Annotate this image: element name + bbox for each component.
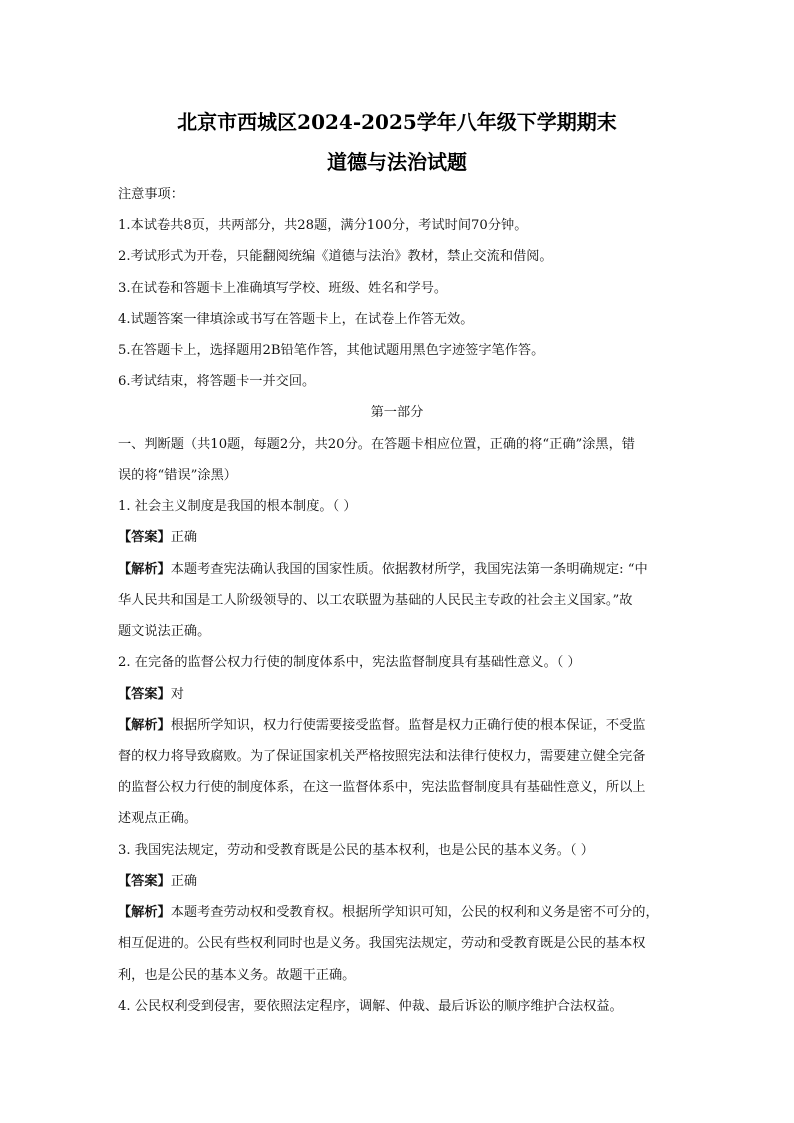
answer-text: 正确 — [170, 874, 198, 889]
note-item: 4.试题答案一律填涂或书写在答题卡上，在试卷上作答无效。 — [118, 312, 474, 327]
part-heading: 第一部分 — [370, 405, 424, 420]
analysis-2-line: 的监督公权力行使的制度体系，在这一监督体系中，宪法监督制度具有基础性意义，所以上 — [118, 780, 646, 795]
analysis-1 — [118, 561, 678, 579]
section-heading: 一、判断题（共10题，每题2分，共20分。在答题卡相应位置，正确的将“正确”涂黑，错 — [118, 437, 635, 452]
exam-subtitle: 道德与法治试题 — [327, 150, 467, 174]
answer-tag: 【答案】 — [118, 874, 171, 889]
answer-1 — [118, 529, 678, 547]
analysis-1-line: 华人民共和国是工人阶级领导的、以工农联盟为基础的人民民主专政的社会主义国家。”故 — [118, 593, 633, 608]
answer-2 — [118, 686, 678, 704]
question-1: 1. 社会主义制度是我国的根本制度。（ ） — [118, 499, 357, 514]
question-3: 3. 我国宪法规定，劳动和受教育既是公民的基本权利，也是公民的基本义务。（ ） — [118, 843, 594, 858]
analysis-2-line: 述观点正确。 — [118, 811, 198, 826]
analysis-1-line: 题文说法正确。 — [118, 624, 211, 639]
answer-text: 正确 — [170, 530, 198, 545]
note-item: 6.考试结束，将答题卡一并交回。 — [118, 374, 316, 389]
analysis-3-line: 利，也是公民的基本义务。故题干正确。 — [118, 968, 356, 983]
section-heading-cont: 误的将“错误”涂黑） — [118, 468, 237, 483]
note-item: 5.在答题卡上，选择题用2B铅笔作答，其他试题用黑色字迹签字笔作答。 — [118, 343, 545, 358]
analysis-text: 本题考查宪法确认我国的国家性质。依据教材所学，我国宪法第一条明确规定: “中 — [170, 562, 648, 577]
notes-heading: 注意事项： — [118, 187, 184, 202]
note-item: 3.在试卷和答题卡上准确填写学校、班级、姓名和学号。 — [118, 281, 448, 296]
answer-text: 对 — [170, 687, 184, 702]
analysis-tag: 【解析】 — [118, 718, 171, 733]
analysis-tag: 【解析】 — [118, 562, 171, 577]
note-item: 2.考试形式为开卷，只能翻阅统编《道德与法治》教材，禁止交流和借阅。 — [118, 249, 553, 264]
analysis-2-line: 督的权力将导致腐败。为了保证国家机关严格按照宪法和法律行使权力，需要建立健全完备 — [118, 749, 646, 764]
question-2: 2. 在完备的监督公权力行使的制度体系中，宪法监督制度具有基础性意义。（ ） — [118, 655, 581, 670]
note-item: 1.本试卷共8页，共两部分，共28题，满分100分，考试时间70分钟。 — [118, 218, 528, 233]
question-4: 4. 公民权利受到侵害，要依照法定程序，调解、仲裁、最后诉讼的顺序维护合法权益。 — [118, 999, 623, 1014]
answer-3 — [118, 873, 678, 891]
analysis-tag: 【解析】 — [118, 905, 171, 920]
analysis-2 — [118, 717, 678, 735]
exam-title: 北京市西城区2024-2025学年八年级下学期期末 — [177, 110, 617, 134]
answer-tag: 【答案】 — [118, 687, 171, 702]
analysis-text: 根据所学知识，权力行使需要接受监督。监督是权力正确行使的根本保证，不受监 — [170, 718, 646, 733]
analysis-3 — [118, 904, 678, 922]
answer-tag: 【答案】 — [118, 530, 171, 545]
analysis-3-line: 相互促进的。公民有些权利同时也是义务。我国宪法规定，劳动和受教育既是公民的基本权 — [118, 936, 646, 951]
analysis-text: 本题考查劳动权和受教育权。根据所学知识可知，公民的权利和义务是密不可分的， — [170, 905, 659, 920]
